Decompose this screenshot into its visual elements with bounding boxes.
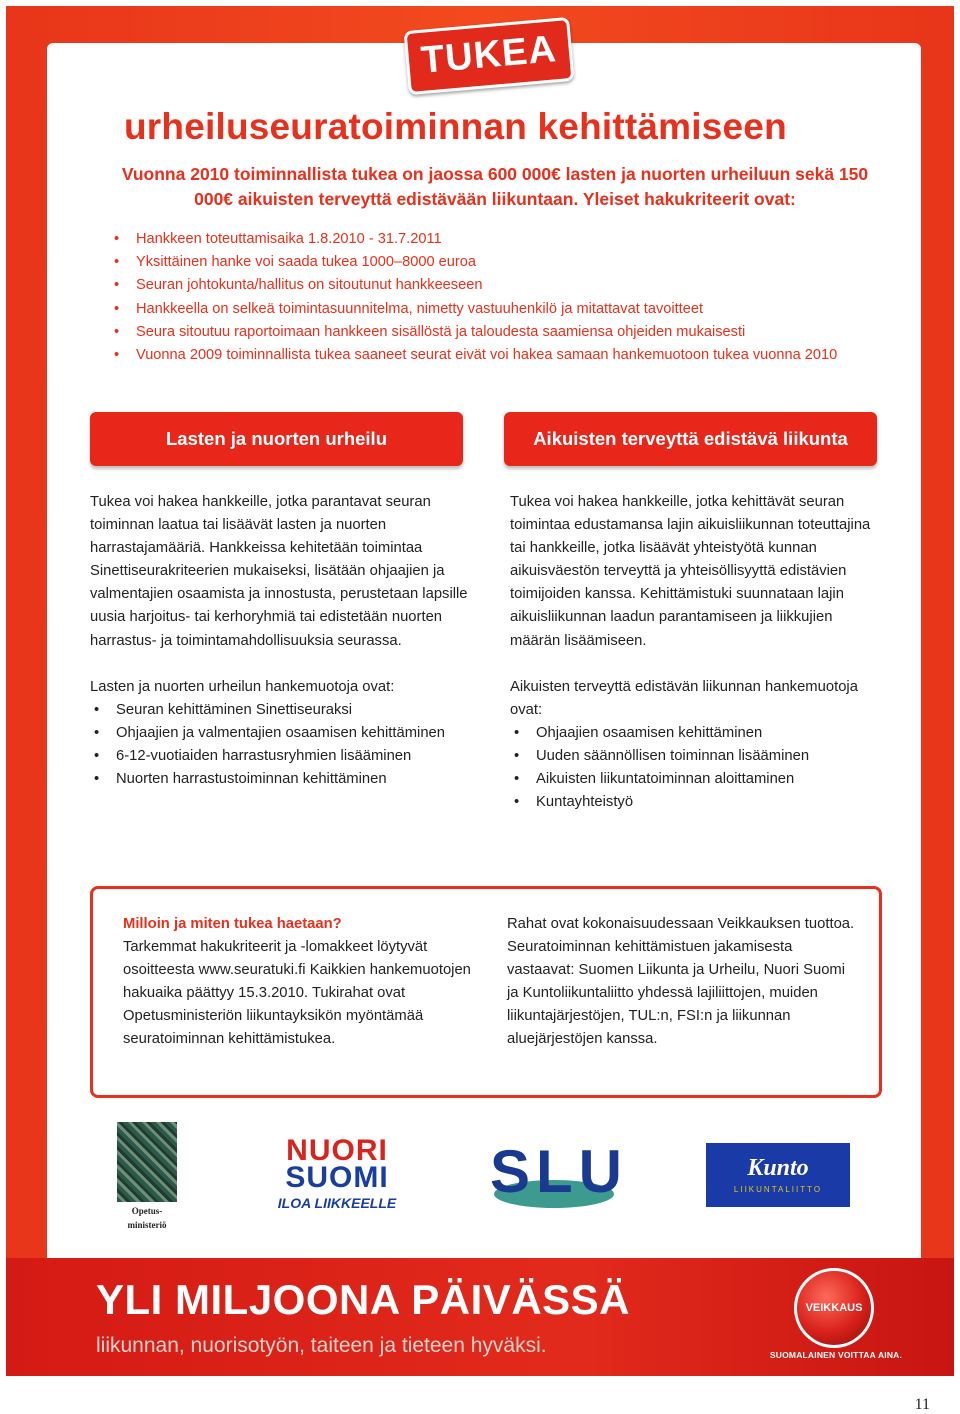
veikkaus-tagline: SUOMALAINEN VOITTAA AINA. (769, 1350, 903, 1360)
info-question: Milloin ja miten tukea haetaan? (123, 916, 342, 932)
info-left (123, 913, 483, 1052)
left-list-title: Lasten ja nuorten urheilun hankemuotoja ovat: (90, 678, 395, 695)
list-item: • Nuorten harrastustoiminnan kehittäminen (90, 768, 475, 791)
info-left-text: Tarkemmat hakukriteerit ja -lomakkeet löytyvät osoitteesta www.seuratuki.fi Kaikkien hankemuotojen hakuaika päättyy 15.3.2010. Tukirahat ovat Opetusministeriön liikuntayksikön myöntämää seuratoiminnan kehittämistukea. (123, 939, 471, 1048)
criteria-item: • Seuran johtokunta/hallitus on sitoutunut hankkeeseen (114, 274, 874, 297)
list-item: • Ohjaajien osaamisen kehittäminen (510, 722, 885, 745)
right-body: Tukea voi hakea hankkeille, jotka kehittävät seuran toimintaa edustamansa lajin aikuisliikunnan toteuttajina tai hankkeille, jotka lisäävät yhteistyötä kunnan aikuisväestön terveyttä ja yhteisöllisyyttä edistävien toimijoiden kanssa. Kehittämistuki suunnataan lajin aikuisliikunnan laadun parantamiseen ja liikkujien määrän lisäämiseen. (510, 494, 871, 649)
list-item: • Ohjaajien ja valmentajien osaamisen kehittäminen (90, 722, 475, 745)
nuori-suomi-line2: SUOMI (285, 1161, 389, 1194)
right-list (510, 722, 885, 814)
criteria-item: • Hankkeella on selkeä toimintasuunnitelma, nimetty vastuuhenkilö ja mitattavat tavoitteet (114, 298, 874, 321)
left-body: Tukea voi hakea hankkeille, jotka parantavat seuran toiminnan laatua tai lisäävät lasten ja nuorten harrastajamääriä. Hankkeissa kehitetään toimintaa Sinettiseurakriteerien mukaiseksi, lisätään ohjaajien ja valmentajien osaamista ja innostusta, perustetaan lapsille uusia harjoitus- tai kerhoryhmiä tai edistetään nuorten harrastus- ja toimintamahdollisuuksia seurassa. (90, 494, 468, 649)
tab-lasten-ja-nuorten: Lasten ja nuorten urheilu (90, 412, 463, 466)
veikkaus-logo: VEIKKAUS (794, 1268, 874, 1348)
nuori-suomi-logo (262, 1134, 412, 1211)
criteria-item: • Yksittäinen hanke voi saada tukea 1000–8000 euroa (114, 251, 874, 274)
criteria-item: • Hankkeen toteuttamisaika 1.8.2010 - 31.7.2011 (114, 228, 874, 251)
nuori-suomi-tagline: ILOA LIIKKEELLE (277, 1195, 397, 1211)
info-box (90, 886, 882, 1098)
list-item: • Uuden säännöllisen toiminnan lisääminen (510, 745, 885, 768)
tab-aikuisten: Aikuisten terveyttä edistävä liikunta (504, 412, 877, 466)
info-right-text: Rahat ovat kokonaisuudessaan Veikkauksen tuottoa. Seuratoiminnan kehittämistuen jakamisesta vastaavat: Suomen Liikunta ja Urheilu, Nuori Suomi ja Kuntoliikuntaliitto yhdessä lajiliittojen, muiden liikuntajärjestöjen, TUL:n, FSI:n ja liikunnan aluejärjestöjen kanssa. (507, 916, 855, 1048)
list-item: • Kuntayhteistyö (510, 791, 885, 814)
banner-title: YLI MILJOONA PÄIVÄSSÄ (96, 1276, 631, 1323)
right-list-title: Aikuisten terveyttä edistävän liikunnan hankemuotoja ovat: (510, 678, 858, 718)
intro-text: Vuonna 2010 toiminnallista tukea on jaossa 600 000€ lasten ja nuorten urheiluun sekä 150 000€ aikuisten terveyttä edistävään liikuntaan. Yleiset hakukriteerit ovat: (121, 164, 869, 209)
criteria-item: • Seura sitoutuu raportoimaan hankkeen sisällöstä ja taloudesta saamiensa ohjeiden mukaisesti (114, 321, 874, 344)
tukea-badge: TUKEA (404, 17, 575, 95)
left-column (90, 491, 475, 791)
kunto-text: Kunto (747, 1155, 809, 1181)
slu-logo (490, 1138, 628, 1212)
page-number: 11 (914, 1396, 930, 1413)
poster-title: urheiluseuratoiminnan kehittämiseen (124, 106, 787, 147)
opetusministerio-logo (114, 1122, 180, 1230)
criteria-item: • Vuonna 2009 toiminnallista tukea saaneet seurat eivät voi hakea samaan hankemuotoon tukea vuonna 2010 (114, 344, 874, 367)
opetusministerio-emblem (117, 1122, 177, 1202)
slu-text: SLU (490, 1138, 628, 1205)
criteria-list (114, 228, 874, 367)
list-item: • Seuran kehittäminen Sinettiseuraksi (90, 699, 475, 722)
poster (6, 6, 954, 1376)
list-item: • 6-12-vuotiaiden harrastusryhmien lisääminen (90, 745, 475, 768)
left-list (90, 699, 475, 791)
kuntoliikuntaliitto-logo (706, 1143, 850, 1207)
kunto-subtext: LIIKUNTALIITTO (733, 1185, 823, 1194)
opetusministerio-caption-1: Opetus- (131, 1206, 163, 1216)
list-item: • Aikuisten liikuntatoiminnan aloittaminen (510, 768, 885, 791)
veikkaus-banner (6, 1258, 954, 1376)
right-column (510, 491, 885, 814)
banner-subtitle: liikunnan, nuorisotyön, taiteen ja tieteen hyväksi. (96, 1334, 547, 1357)
nuori-suomi-line1: NUORI (286, 1134, 388, 1167)
opetusministerio-caption-2: ministeriö (127, 1220, 167, 1230)
